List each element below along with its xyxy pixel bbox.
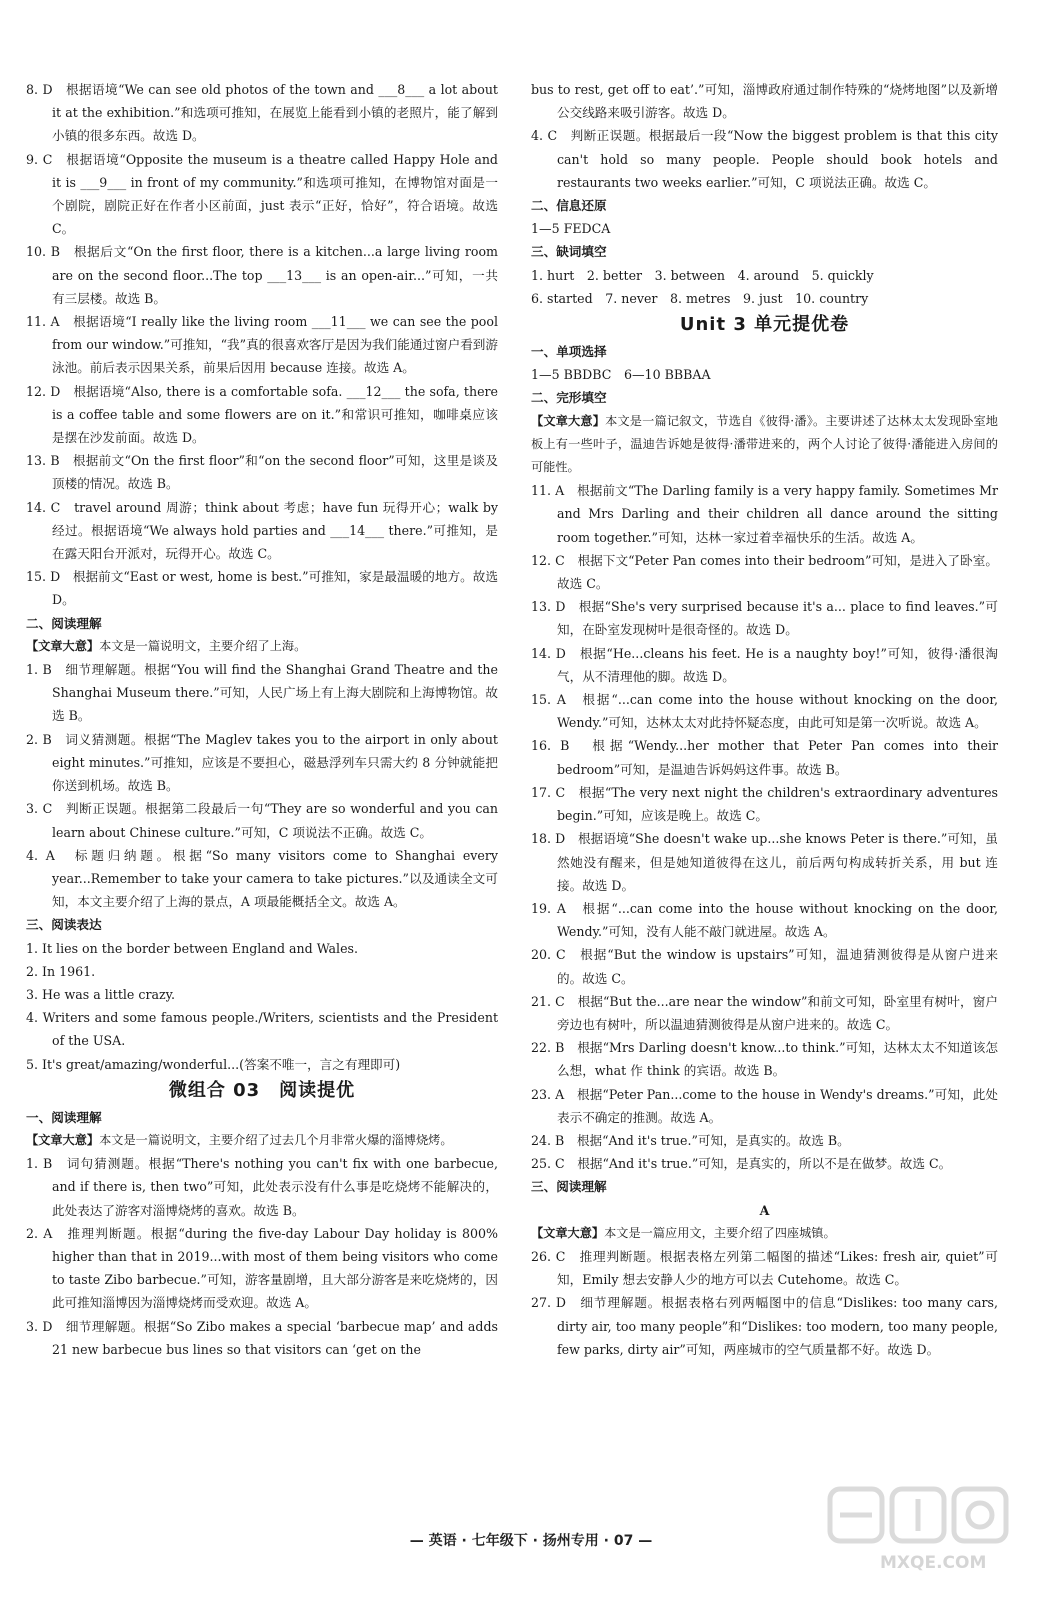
- passage-label: A: [759, 1202, 770, 1218]
- summary-text: 本文是一篇说明文，主要介绍了过去几个月非常火爆的淄博烧烤。: [99, 1132, 453, 1147]
- answer-item: 1. B 细节理解题。根据“You will find the Shanghai Grand Theatre and the Shanghai Museum there.”可知，人民广场上有上海大剧院和上海博物馆。故选 B。: [26, 662, 498, 724]
- page-footer: — 英语 · 七年级下 · 扬州专用 · 07 —: [409, 1533, 653, 1549]
- answer-item: 2. In 1961.: [26, 963, 96, 979]
- answer-item: 3. D 细节理解题。根据“So Zibo makes a special ‘barbecue map’ and adds 21 new barbecue bus lines so that visitors can ‘get on the: [26, 1318, 498, 1357]
- section-heading: 三、缺词填空: [531, 244, 607, 260]
- answer-item: 8. D 根据语境“We can see old photos of the town and ___8___ a lot about it at the exhibition.”和选项可推知，在展览上能看到小镇的老照片，能了解到小镇的很多东西。故选 D。: [26, 82, 498, 144]
- answer-line: 1—5 FEDCA: [531, 221, 611, 237]
- section-heading: 二、信息还原: [531, 198, 607, 214]
- section-heading: 一、单项选择: [531, 344, 607, 360]
- summary-text: 本文是一篇应用文，主要介绍了四座城镇。: [604, 1225, 836, 1240]
- section-heading: 二、阅读理解: [26, 615, 102, 631]
- answer-item: 11. A 根据前文“The Darling family is a very happy family. Sometimes Mr and Mrs Darling and their children all dance around the sitting room together.”可知，达林一家过着幸福快乐的生活。故选 A。: [531, 483, 998, 545]
- answer-item: 12. C 根据下文“Peter Pan comes into their bedroom”可知，是进入了卧室。故选 C。: [531, 552, 998, 592]
- summary-tag: 【文章大意】: [26, 1132, 100, 1147]
- answer-line: 6. started 7. never 8. metres 9. just 10. country: [531, 290, 869, 306]
- summary-text: 本文是一篇记叙文，节选自《彼得·潘》。主要讲述了达林太太发现卧室地板上有一些叶子，温迪告诉她是彼得·潘带进来的，两个人讨论了彼得·潘能进入房间的可能性。: [531, 413, 998, 475]
- section-title: 微组合 03 阅读提优: [168, 1079, 356, 1101]
- answer-line: 1—5 BBDBC 6—10 BBBAA: [531, 367, 711, 383]
- article-summary: [26, 635, 498, 658]
- answer-item: 12. D 根据语境“Also, there is a comfortable sofa. ___12___ the sofa, there is a coffee table and some flowers are on it.”和常识可推知，咖啡桌应该是摆在沙发前面。故选 D。: [26, 383, 498, 446]
- answer-item: 13. D 根据“She's very surprised because it's a... place to find leaves.”可知，在卧室发现树叶是很奇怪的。故选 D。: [531, 599, 998, 638]
- answer-item: 26. C 推理判断题。根据表格左列第二幅图的描述“Likes: fresh air, quiet”可知，Emily 想去安静人少的地方可以去 Cutehome。故选 C。: [531, 1248, 998, 1288]
- summary-tag: 【文章大意】: [26, 638, 100, 653]
- answer-item: 14. D 根据“He...cleans his feet. He is a naughty boy!”可知，彼得·潘很淘气，从不清理他的脚。故选 D。: [531, 645, 998, 684]
- answer-item: 27. D 细节理解题。根据表格右列两幅图中的信息“Dislikes: too many cars, dirty air, too many people”和“Dislikes: too modern, too many people, few parks, dirty air”可知，两座城市的空气质量都不好。故选 D。: [531, 1295, 998, 1357]
- article-summary: [26, 1129, 498, 1152]
- answer-item: 20. C 根据“But the window is upstairs”可知，温迪猜测彼得是从窗户进来的。故选 C。: [531, 947, 998, 986]
- summary-tag: 【文章大意】: [531, 413, 606, 428]
- answer-item: 19. A 根据“...can come into the house without knocking on the door, Wendy.”可知，没有人能不敲门就进屋。故选 A。: [531, 900, 998, 940]
- summary-text: 本文是一篇说明文，主要介绍了上海。: [99, 638, 307, 653]
- section-title: Unit 3 单元提优卷: [679, 314, 850, 336]
- answer-item: 13. B 根据前文“On the first floor”和“on the second floor”可知，这里是谈及顶楼的情况。故选 B。: [26, 453, 498, 492]
- answer-item: 23. A 根据“Peter Pan...come to the house in Wendy's dreams.”可知，此处表示不确定的推测。故选 A。: [531, 1086, 998, 1125]
- answer-item: 3. C 判断正误题。根据第二段最后一句“They are so wonderful and you can learn about Chinese culture.”可知，C 项说法不正确。故选 C。: [26, 801, 498, 840]
- answer-item: bus to rest, get off to eat’.”可知，淄博政府通过制作特殊的“烧烤地图”以及新增公交线路来吸引游客。故选 D。: [531, 82, 998, 121]
- answer-item: 4. Writers and some famous people./Writers, scientists and the President of the USA.: [26, 1010, 498, 1049]
- watermark-logo: [820, 1475, 1020, 1585]
- answer-item: 15. D 根据前文“East or west, home is best.”可推知，家是最温暖的地方。故选 D。: [26, 569, 498, 608]
- answer-item: 15. A 根据“...can come into the house without knocking on the door, Wendy.”可知，达林太太对此持怀疑态度，由此可知是第一次听说。故选 A。: [531, 692, 998, 731]
- answer-item: 10. B 根据后文“On the first floor, there is a kitchen...a large living room are on the second floor...The top ___13___ is an open-air...”可知，一共有三层楼。故选 B。: [26, 244, 498, 306]
- answer-item: 21. C 根据“But the...are near the window”和前文可知，卧室里有树叶，窗户旁边也有树叶，所以温迪猜测彼得是从窗户进来的。故选 C。: [531, 993, 998, 1032]
- answer-item: 16. B 根据“Wendy...her mother that Peter Pan comes into their bedroom”可知，是温迪告诉妈妈这件事。故选 B。: [531, 738, 998, 777]
- answer-item: 11. A 根据语境“I really like the living room ___11___ we can see the pool from our window.”可推知，“我”真的很喜欢客厅是因为我们能通过窗户看到游泳池。前后表示因果关系，前果后因用 because 连接。故选 A。: [26, 314, 498, 376]
- watermark-text: MXQE.COM: [880, 1553, 987, 1573]
- answer-item: 4. A 标题归纳题。根据“So many visitors come to Shanghai every year...Remember to take your camera to take pictures.”以及通读全文可知，本文主要介绍了上海的景点，A 项最能概括全文。故选 A。: [26, 847, 498, 910]
- answer-item: 22. B 根据“Mrs Darling doesn't know...to think.”可知，达林太太不知道该怎么想，what 作 think 的宾语。故选 B。: [531, 1040, 998, 1079]
- answer-item: 18. D 根据语境“She doesn't wake up...she knows Peter is there.”可知，虽然她没有醒来，但是她知道彼得在这儿，前后两句构成转折关系，用 but 连接。故选 D。: [531, 831, 998, 893]
- answer-item: 17. C 根据“The very next night the children's extraordinary adventures begin.”可知，应该是晚上。故选 C。: [531, 784, 998, 824]
- answer-item: 4. C 判断正误题。根据最后一段“Now the biggest problem is that this city can't hold so many people. People should book hotels and restaurants two weeks earlier.”可知，C 项说法正确。故选 C。: [531, 128, 998, 190]
- answer-item: 5. It's great/amazing/wonderful...(答案不唯一，言之有理即可): [26, 1056, 401, 1072]
- section-heading: 三、阅读理解: [531, 1179, 607, 1195]
- answer-item: 2. B 词义猜测题。根据“The Maglev takes you to the airport in only about eight minutes.”可推知，应该是不要担心，磁悬浮列车只需大约 8 分钟就能把你送到机场。故选 B。: [26, 731, 498, 794]
- article-summary: [531, 410, 998, 480]
- left-column: [26, 78, 498, 1361]
- answer-item: 3. He was a little crazy.: [26, 986, 176, 1002]
- article-summary: [531, 1222, 998, 1245]
- answer-item: 9. C 根据语境“Opposite the museum is a theatre called Happy Hole and it is ___9___ in front of my community.”和选项可推知，在博物馆对面是一个剧院，剧院正好在作者小区前面，just 表示“正好，恰好”，符合语境。故选 C。: [26, 151, 498, 237]
- answer-line: 1. hurt 2. better 3. between 4. around 5. quickly: [531, 267, 874, 283]
- answer-item: 25. C 根据“And it's true.”可知，是真实的，所以不是在做梦。故选 C。: [531, 1156, 952, 1172]
- watermark-stamp-icon: [820, 1475, 1020, 1555]
- answer-item: 1. It lies on the border between England and Wales.: [26, 940, 358, 956]
- section-heading: 一、阅读理解: [26, 1109, 102, 1125]
- right-column: [531, 78, 998, 1361]
- answer-item: 24. B 根据“And it's true.”可知，是真实的。故选 B。: [531, 1132, 850, 1148]
- section-heading: 三、阅读表达: [26, 917, 102, 933]
- answer-item: 1. B 词句猜测题。根据“There's nothing you can't fix with one barbecue, and if there is, then two”可知，此处表示没有什么事是吃烧烤不能解决的，此处表达了游客对淄博烧烤的喜欢。故选 B。: [26, 1156, 498, 1218]
- answer-item: 14. C travel around 周游；think about 考虑；have fun 玩得开心；walk by 经过。根据语境“We always hold parties and ___14___ there.”可推知，是在露天阳台开派对，玩得开心。故选 C。: [26, 499, 498, 562]
- summary-tag: 【文章大意】: [531, 1225, 605, 1240]
- answer-item: 2. A 推理判断题。根据“during the five-day Labour Day holiday is 800% higher than that in 2019...with most of them being visitors who come to taste Zibo barbecue.”可知，游客量剧增，且大部分游客是来吃烧烤的，因此可推知淄博因为淄博烧烤而受欢迎。故选 A。: [26, 1225, 498, 1311]
- section-heading: 二、完形填空: [531, 390, 607, 406]
